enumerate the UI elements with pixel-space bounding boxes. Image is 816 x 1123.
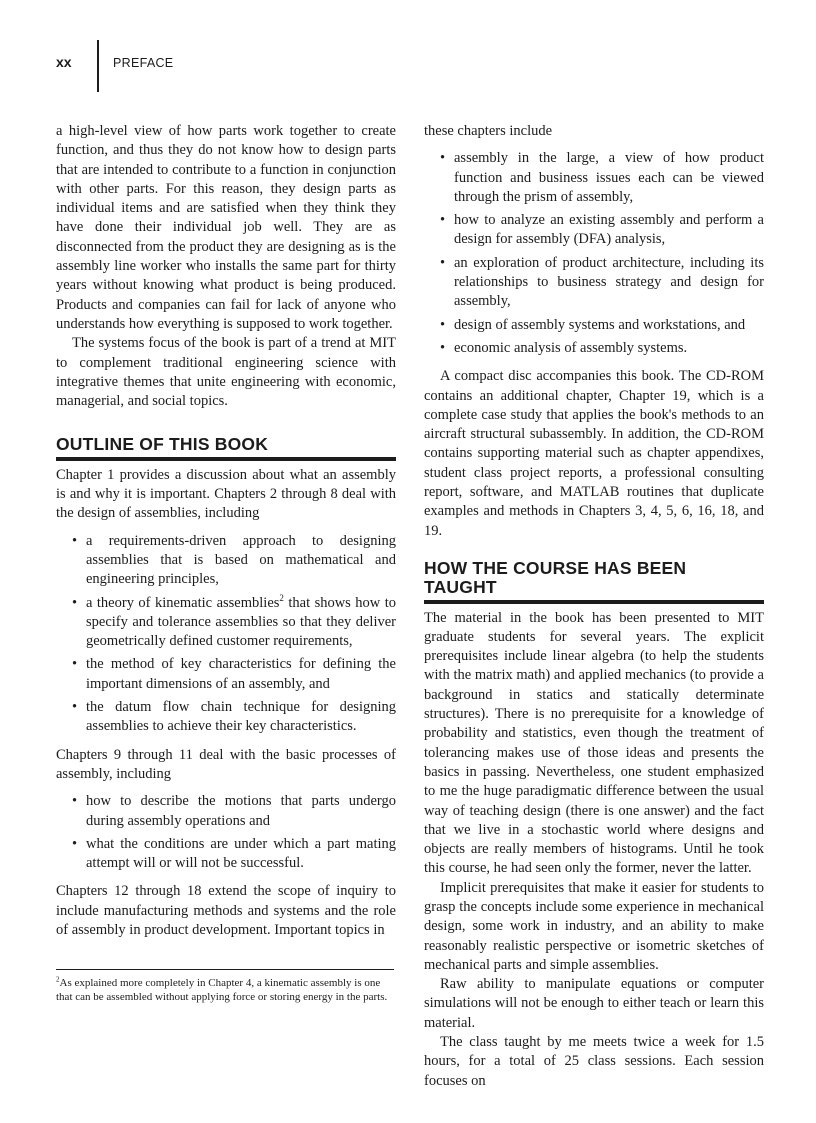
paragraph: Chapters 12 through 18 extend the scope of inquiry to include manufacturing methods and systems and the role of assembly in product development. Important topics in	[56, 883, 396, 938]
paragraph: The material in the book has been presented to MIT graduate students for several years. The explicit prerequisites include linear algebra (to help the students with the matrix math) and applied mechanics (to provide a background in statics and statically determinate structures). There is no prerequisite for a knowledge of probability and statistics, even though the treatment of tolerancing makes use of those ideas and presents the basics in passing. Nevertheless, one student emphasized to me the huge paradigmatic difference between the usual way of teaching design (there is one answer) and the fact that we live in a stochastic world where designs and objects are really members of histograms. Until he took this course, he had seen only the former, never the latter.	[424, 609, 764, 877]
left-column	[56, 122, 396, 940]
list-item	[424, 149, 764, 207]
bullet-icon: •	[440, 254, 446, 271]
paragraph: Chapters 9 through 11 deal with the basic processes of assembly, including	[56, 746, 396, 782]
running-head: PREFACE	[113, 56, 174, 70]
list-item	[56, 835, 396, 874]
paragraph: Raw ability to manipulate equations or computer simulations will not be enough to either teach or learn this material.	[424, 976, 764, 1031]
list-item	[424, 316, 764, 335]
list-item-text: what the conditions are under which a part mating attempt will or will not be successful.	[86, 835, 396, 872]
footnote-text: As explained more completely in Chapter 4, a kinematic assembly is one that can be assembled without applying force or storing energy in the parts.	[56, 977, 388, 1003]
list-item	[424, 211, 764, 250]
bullet-icon: •	[440, 212, 446, 229]
list-item	[56, 655, 396, 694]
list-item	[424, 254, 764, 312]
footnote-marker: 2	[56, 975, 60, 984]
page-number: xx	[56, 54, 72, 70]
list-item	[56, 532, 396, 590]
list-item-text: design of assembly systems and workstations, and	[454, 316, 746, 333]
footnote	[56, 976, 394, 1004]
bullet-list	[56, 792, 396, 873]
list-item	[56, 594, 396, 652]
list-item-text: economic analysis of assembly systems.	[454, 339, 688, 356]
bullet-list	[56, 532, 396, 737]
paragraph: these chapters include	[424, 123, 553, 139]
paragraph: The systems focus of the book is part of a trend at MIT to complement traditional engineering science with integrative themes that unite engineering with economic, managerial, and social topics.	[56, 335, 396, 410]
bullet-icon: •	[72, 656, 78, 673]
section-heading-outline: OUTLINE OF THIS BOOK	[56, 435, 396, 460]
right-column	[424, 122, 764, 1091]
bullet-icon: •	[72, 594, 78, 611]
header-divider	[97, 40, 99, 92]
list-item-text: the datum flow chain technique for designing assemblies to achieve their key characteristics.	[86, 699, 396, 735]
list-item-text: a requirements-driven approach to designing assemblies that is based on mathematical and engineering principles,	[86, 532, 396, 588]
bullet-icon: •	[440, 316, 446, 333]
footnote-reference[interactable]: 2	[279, 592, 284, 603]
list-item	[424, 339, 764, 358]
list-item-text: how to analyze an existing assembly and perform a design for assembly (DFA) analysis,	[454, 212, 764, 248]
bullet-list	[424, 149, 764, 358]
bullet-icon: •	[72, 532, 78, 549]
paragraph: Implicit prerequisites that make it easier for students to grasp the concepts include some experience in mechanical design, some work in industry, and an ability to make reasonably realistic perspective or isometric sketches of mechanical parts and simple assemblies.	[424, 879, 764, 973]
bullet-icon: •	[72, 835, 78, 852]
list-item	[56, 698, 396, 737]
footnote-divider	[56, 969, 394, 970]
list-item-text: a theory of kinematic assemblies	[86, 594, 280, 611]
bullet-icon: •	[72, 793, 78, 810]
list-item-text: assembly in the large, a view of how product function and business issues each can be viewed through the prism of assembly,	[454, 150, 764, 205]
bullet-icon: •	[440, 339, 446, 356]
paragraph: The class taught by me meets twice a week for 1.5 hours, for a total of 25 class sessions. Each session focuses on	[424, 1034, 764, 1089]
section-heading-course: HOW THE COURSE HAS BEEN TAUGHT	[424, 559, 764, 604]
list-item-text: how to describe the motions that parts undergo during assembly operations and	[86, 793, 396, 829]
list-item-text: an exploration of product architecture, including its relationships to business strategy and design for assembly,	[454, 254, 764, 310]
list-item	[56, 792, 396, 831]
bullet-icon: •	[72, 699, 78, 716]
list-item-text: the method of key characteristics for defining the important dimensions of an assembly, and	[86, 656, 396, 692]
bullet-icon: •	[440, 150, 446, 167]
paragraph: Chapter 1 provides a discussion about what an assembly is and why it is important. Chapters 2 through 8 deal with the design of assemblies, including	[56, 466, 396, 522]
paragraph: A compact disc accompanies this book. The CD-ROM contains an additional chapter, Chapter 19, which is a complete case study that applies the book's methods to an aircraft structural subassembly. In addition, the CD-ROM contains supporting material such as chapter appendixes, student class project reports, a professional consulting report, software, and MATLAB routines that duplicate examples and methods in Chapters 3, 4, 5, 6, 16, 18, and 19.	[424, 368, 764, 539]
paragraph: a high-level view of how parts work together to create function, and thus they do not know how to design parts that are intended to contribute to a function in conjunction with other parts. For this reason, they design parts as individual items and are satisfied when they think they have done their individual job well. They are as disconnected from the product they are designing as is the assembly line worker who installs the same part for thirty years without knowing what product is being produced. Products and companies can fail for lack of anyone who understands how everything is supposed to work together.	[56, 123, 396, 332]
list-item-text: that shows how to specify and tolerance assemblies so that they deliver geometrically defined customer requirements,	[86, 594, 396, 650]
